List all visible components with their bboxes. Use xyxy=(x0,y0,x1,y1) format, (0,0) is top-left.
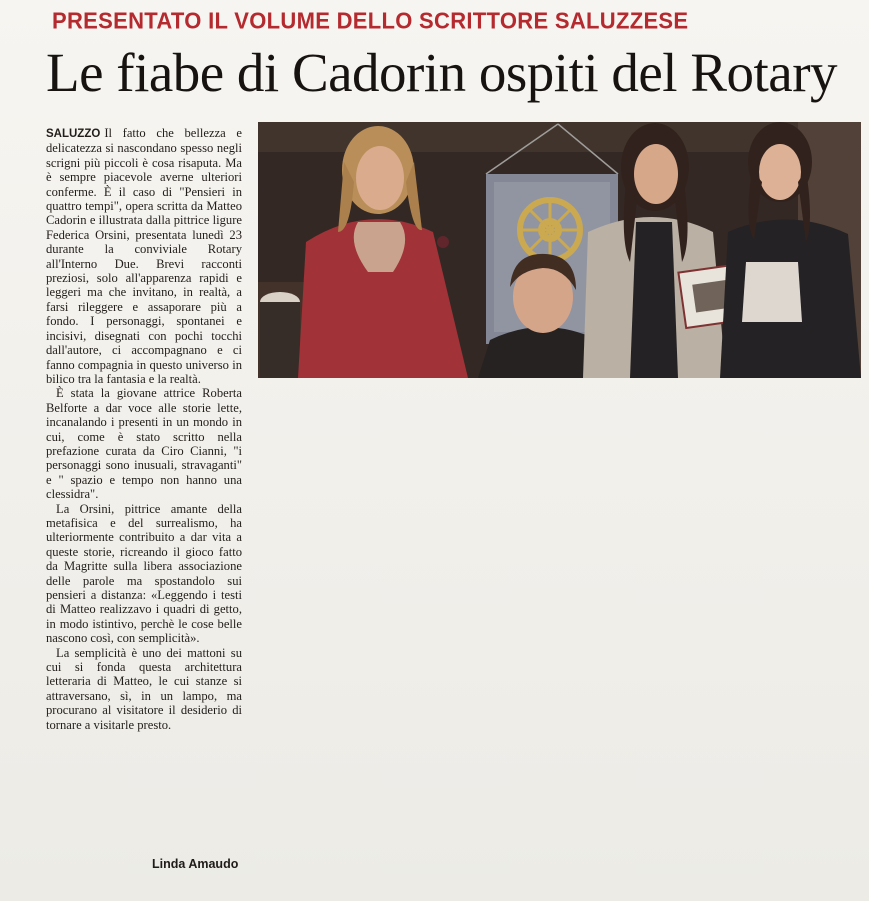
dateline-city: SALUZZO xyxy=(46,128,101,140)
article-paragraph-1: SALUZZO Il fatto che bellezza e delicatezza si nascondano spesso negli scrigni più piccoli è cosa risaputa. Ma è sempre piacevole averne ulteriori conferme. È il caso di "Pensieri in quattro tempi", opera scritta da Matteo Cadorin e illustrata dalla pittrice ligure Federica Orsini, presentata lunedì 23 durante la conviviale Rotary all'Interno Due. Brevi racconti preziosi, solo all'apparenza rapidi e leggeri ma che invitano, in realtà, a farsi rileggere e assaporare più a fondo. I personaggi, spontanei e incisivi, disegnati con pochi tocchi dall'autore, ci accompagnano e ci fanno compagnia in questo universo in bilico tra la fantasia e la realtà. xyxy=(46,126,242,386)
author-byline: Linda Amaudo xyxy=(152,857,239,871)
kicker-headline: PRESENTATO IL VOLUME DELLO SCRITTORE SALUZZESE xyxy=(52,7,689,34)
main-headline: Le fiabe di Cadorin ospiti del Rotary xyxy=(46,42,838,103)
article-paragraph-2: È stata la giovane attrice Roberta Belforte a dar voce alle storie lette, incanalando i presenti in un mondo in cui, come è stato scritto nella prefazione curata da Ciro Cianni, "i personaggi sono inusuali, stravaganti" e " spazio e tempo non hanno una clessidra". xyxy=(46,386,242,502)
article-body xyxy=(46,126,242,732)
event-photo-illustration xyxy=(258,122,861,378)
article-paragraph-3: La Orsini, pittrice amante della metafisica e del surrealismo, ha ulteriormente contribuito a dar vita a queste storie, ricreando il gioco fatto da Magritte sulla libera associazione delle parole ma spostandolo sui pensieri a distanza: «Leggendo i testi di Matteo realizzavo i quadri di getto, in modo istintivo, perchè le cose belle nascono così, con semplicità». xyxy=(46,501,242,646)
event-photo xyxy=(258,122,861,378)
article-paragraph-4: La semplicità è uno dei mattoni su cui si fonda questa architettura letteraria di Matteo, le cui stanze si attraversano, sì, in un lampo, ma procurano al visitatore il desiderio di tornare a visitarle presto. xyxy=(46,645,242,732)
